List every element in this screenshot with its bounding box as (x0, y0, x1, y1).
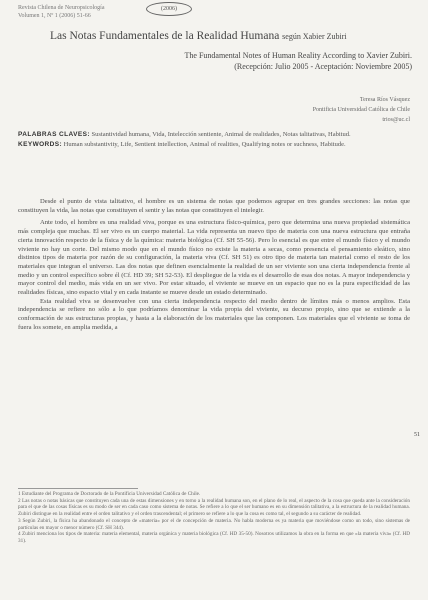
body-paragraph: Esta realidad viva se desenvuelve con una cierta independencia respecto del medio dentro de límites más o menos amplios. Esta independencia se refiere no sólo a lo que podríamos denominar la vida propia del viviente, su decurso propio, sino que se extiende a la conformación de sus estructuras propias, y hasta a la elaboración de los materiales que las componen. Los materiales que el viviente se toma de fuera los somete, en amplia medida, a (18, 297, 410, 331)
keywords-english-label: KEYWORDS: (18, 140, 63, 148)
footnote: 3 Según Zubiri, la física ha abandonado el concepto de «materia» por el de concepción de materia. No habla moderna es ya materia que moviéndose como un todo, sino sistemas de partículas en mayor o menor número (Cf. SH 344). (18, 517, 410, 531)
journal-header (18, 4, 104, 20)
footnotes (18, 488, 410, 545)
footnote: 1 Estudiante del Programa de Doctorado de la Pontificia Universidad Católica de Chile. (18, 491, 201, 497)
keywords-spanish-label: PALABRAS CLAVES: (18, 131, 90, 138)
footnote: 2 Las notas o notas básicas que constituyen cada una de estas dimensiones y en torno a la realidad humana son, en el plano de lo real, el aspecto de la cosa que queda ante la consideración para el que de las cosas físicas es su modo de ser en cada caso como sistema de notas. Se refiere a lo que el ser humano es en su dimensión talitativa, a la estructura de la realidad humana. Zubiri distingue en la realidad entre el orden talitativo y el orden trascendental; el primero se refiere a lo que la cosa es como tal, el segundo a su carácter de realidad. (18, 497, 410, 518)
article-subtitle-block (92, 50, 412, 72)
footnote: 4 Zubiri menciona los tipos de materia: materia elemental, materia orgánica y materia biológica (Cf. HD 35-50). Nosotros utilizamos la obra en la forma en que «la materia viva» (Cf. HD 31). (18, 531, 410, 544)
keywords-spanish-text: Sustantividad humana, Vida, Intelección sentiente, Animal de realidades, Notas talitativas, Habitud. (91, 131, 351, 138)
keywords-spanish (18, 130, 410, 140)
footnote-divider (18, 488, 138, 489)
title-text: Las Notas Fundamentales de la Realidad Humana (50, 30, 280, 42)
title-author: según Xabier Zubiri (282, 32, 347, 41)
author-name: Teresa Ríos Vásquez (359, 97, 410, 103)
article-body (18, 198, 410, 333)
keywords-english-text: Human substantivity, Life, Sentient intellection, Animal of realities, Qualifying notes or suchness, Habitude. (63, 140, 346, 148)
keywords-english (18, 140, 410, 150)
english-title: The Fundamental Notes of Human Reality According to Xavier Zubiri. (184, 51, 412, 60)
library-stamp: (2006) (146, 2, 192, 16)
article-title (50, 30, 410, 42)
author-block (250, 95, 410, 125)
body-paragraph: Ante todo, el hombre es una realidad viva, porque es una estructura físico-química, pero que determina una nueva propiedad sistemática más compleja que muchas. El ser vivo es un cuerpo material. La vida representa un nuevo tipo de materia con una nueva estructura que entraña cierta innovación respecto de la física y de la química: materia biológica (Cf. SH 55-56). Pero lo esencial es que entre el mundo físico y el mundo viviente no hay un corte. Del mismo modo que en el mundo físico no existe la materia a secas, como presencia el pensamiento eleático, sino distintos tipos de materia por razón de su configuración, la materia viva (Cf. SH 51) es otro tipo de materia tan material como el resto de los materiales que integran el universo. Las dos notas que definen esencialmente la realidad de un ser viviente son una cierta independencia frente al medio y un control específico sobre él (Cf. HD 39; SH 52-53). El despliegue de la vida es el desarrollo de esas dos notas. A mayor independencia y mayor control del medio, más vida en un ser vivo. Por estar situado, el viviente se mueve en un espacio que no es la pura especificidad de las realidades físicas, sino espacio vital y en cada instante se mueve desde un estado determinado. (18, 219, 410, 297)
reception-dates: (Recepción: Julio 2005 - Aceptación: Noviembre 2005) (234, 62, 412, 71)
author-email: trios@uc.cl (382, 117, 410, 123)
body-paragraph: Desde el punto de vista talitativo, el hombre es un sistema de notas que podemos agrupar en tres grandes secciones: las notas que constituyen la vida, las notas que constituyen el sentir y las notas que constituyen el intelegir. (18, 198, 410, 214)
journal-volume: Volumen 1, Nº 1 (2006) 51-66 (18, 13, 91, 19)
page-number: 51 (414, 432, 420, 438)
journal-name: Revista Chilena de Neuropsicología (18, 5, 105, 11)
keywords-block (18, 130, 410, 149)
author-affiliation: Pontificia Universidad Católica de Chile (312, 107, 410, 113)
